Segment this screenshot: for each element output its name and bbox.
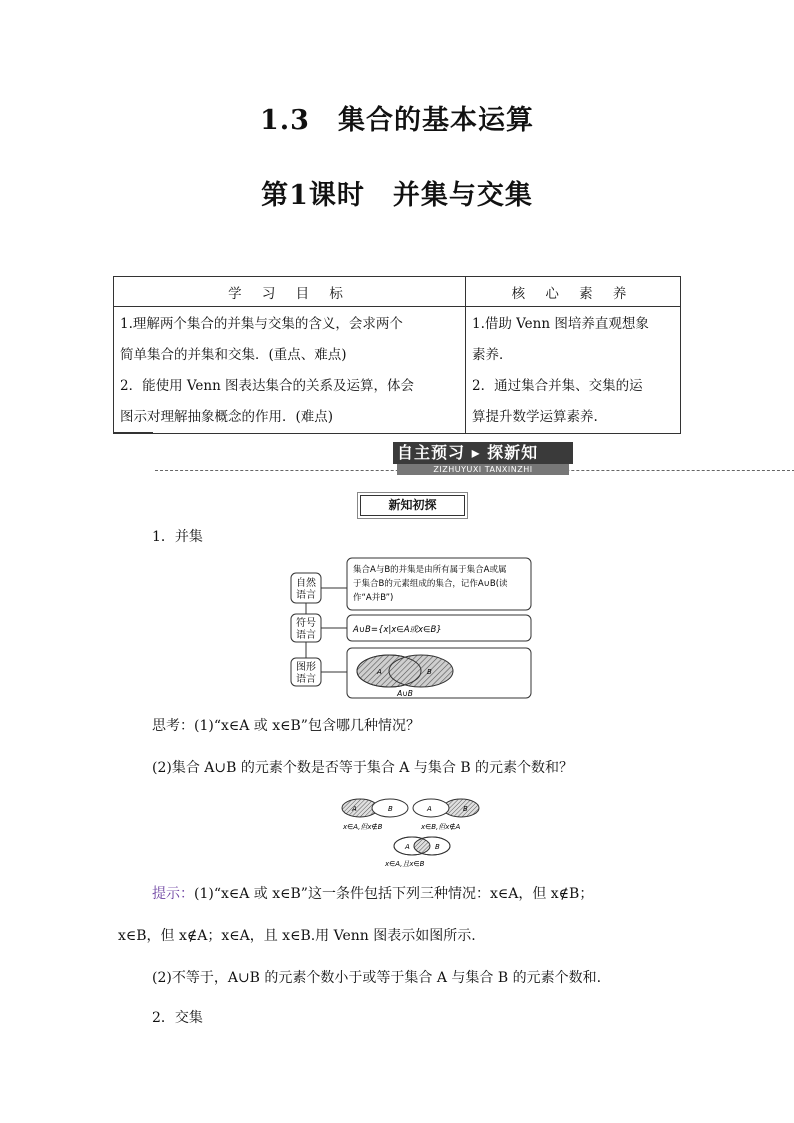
banner-subtitle: ZIZHUYUXI TANXINZHI [397,464,569,475]
goals-table [113,276,681,434]
natural-text-1: 集合A与B的并集是由所有属于集合A或属 [353,565,507,575]
goal-line: 1.理解两个集合的并集与交集的含义，会求两个 [120,316,403,332]
venn-a-label: A [377,668,382,676]
preview-banner [393,442,573,476]
symbol-text: A∪B={x|x∈A或x∈B} [353,625,442,635]
case1-b: B [388,805,393,813]
literacy-line: 2．通过集合并集、交集的运 [472,378,643,394]
intersection-heading: 2．交集 [152,1010,203,1026]
section-title: 1.3 集合的基本运算 [260,105,534,136]
case1-a: A [352,805,357,813]
think-question-2: (2)集合 A∪B 的元素个数是否等于集合 A 与集合 B 的元素个数和？ [152,760,574,776]
label-symbol-1: 符号 [296,618,316,629]
header-learning-goals: 学 习 目 标 [114,277,466,307]
hint-line-2: x∈B，但 x∉A；x∈A，且 x∈B.用 Venn 图表示如图所示. [118,928,476,944]
natural-text-3: 作“A并B”) [353,593,394,603]
venn-caption: A∪B [397,689,413,698]
goal-line: 图示对理解抽象概念的作用．(难点) [120,409,334,425]
case2-caption: x∈B,但x∉A [421,823,461,831]
case3-b: B [435,843,440,851]
case2-b: B [463,805,468,813]
case3-a: A [405,843,410,851]
three-cases-venn-diagram [335,795,495,871]
goal-line: 简单集合的并集和交集．(重点、难点) [120,347,347,363]
union-heading: 1．并集 [152,529,203,545]
think-question-1: 思考：(1)“x∈A 或 x∈B”包含哪几种情况？ [152,718,420,734]
core-literacy-cell [466,307,681,434]
label-natural-1: 自然 [296,578,316,589]
literacy-line: 1.借助 Venn 图培养直观想象 [472,316,649,332]
header-core-literacy: 核 心 素 养 [466,277,681,307]
hint-text-1: (1)“x∈A 或 x∈B”这一条件包括下列三种情况：x∈A，但 x∉B； [194,886,594,902]
table-underline [113,432,153,433]
label-graphic-2: 语言 [296,674,316,685]
union-concept-diagram [285,555,537,703]
learning-goals-cell [114,307,466,434]
literacy-line: 算提升数学运算素养. [472,409,598,425]
natural-text-2: 于集合B的元素组成的集合，记作A∪B(读 [353,579,508,589]
banner-title: 自主预习 ▸ 探新知 [393,442,573,464]
label-graphic-1: 图形 [296,662,316,673]
hint-line-3: (2)不等于，A∪B 的元素个数小于或等于集合 A 与集合 B 的元素个数和. [152,970,602,986]
case2-a: A [427,805,432,813]
hint-label: 提示： [152,886,194,902]
hint-line-1 [152,884,593,904]
venn-b-label: B [427,668,432,676]
label-natural-2: 语言 [296,590,316,601]
lesson-title: 第1课时 并集与交集 [261,180,533,211]
literacy-line: 素养． [472,347,513,363]
goal-line: 2．能使用 Venn 图表达集合的关系及运算，体会 [120,378,415,394]
label-symbol-2: 语言 [296,630,316,641]
new-knowledge-badge: 新知初探 [360,495,465,516]
case1-caption: x∈A,但x∉B [343,823,383,831]
case3-caption: x∈A,且x∈B [385,860,425,868]
